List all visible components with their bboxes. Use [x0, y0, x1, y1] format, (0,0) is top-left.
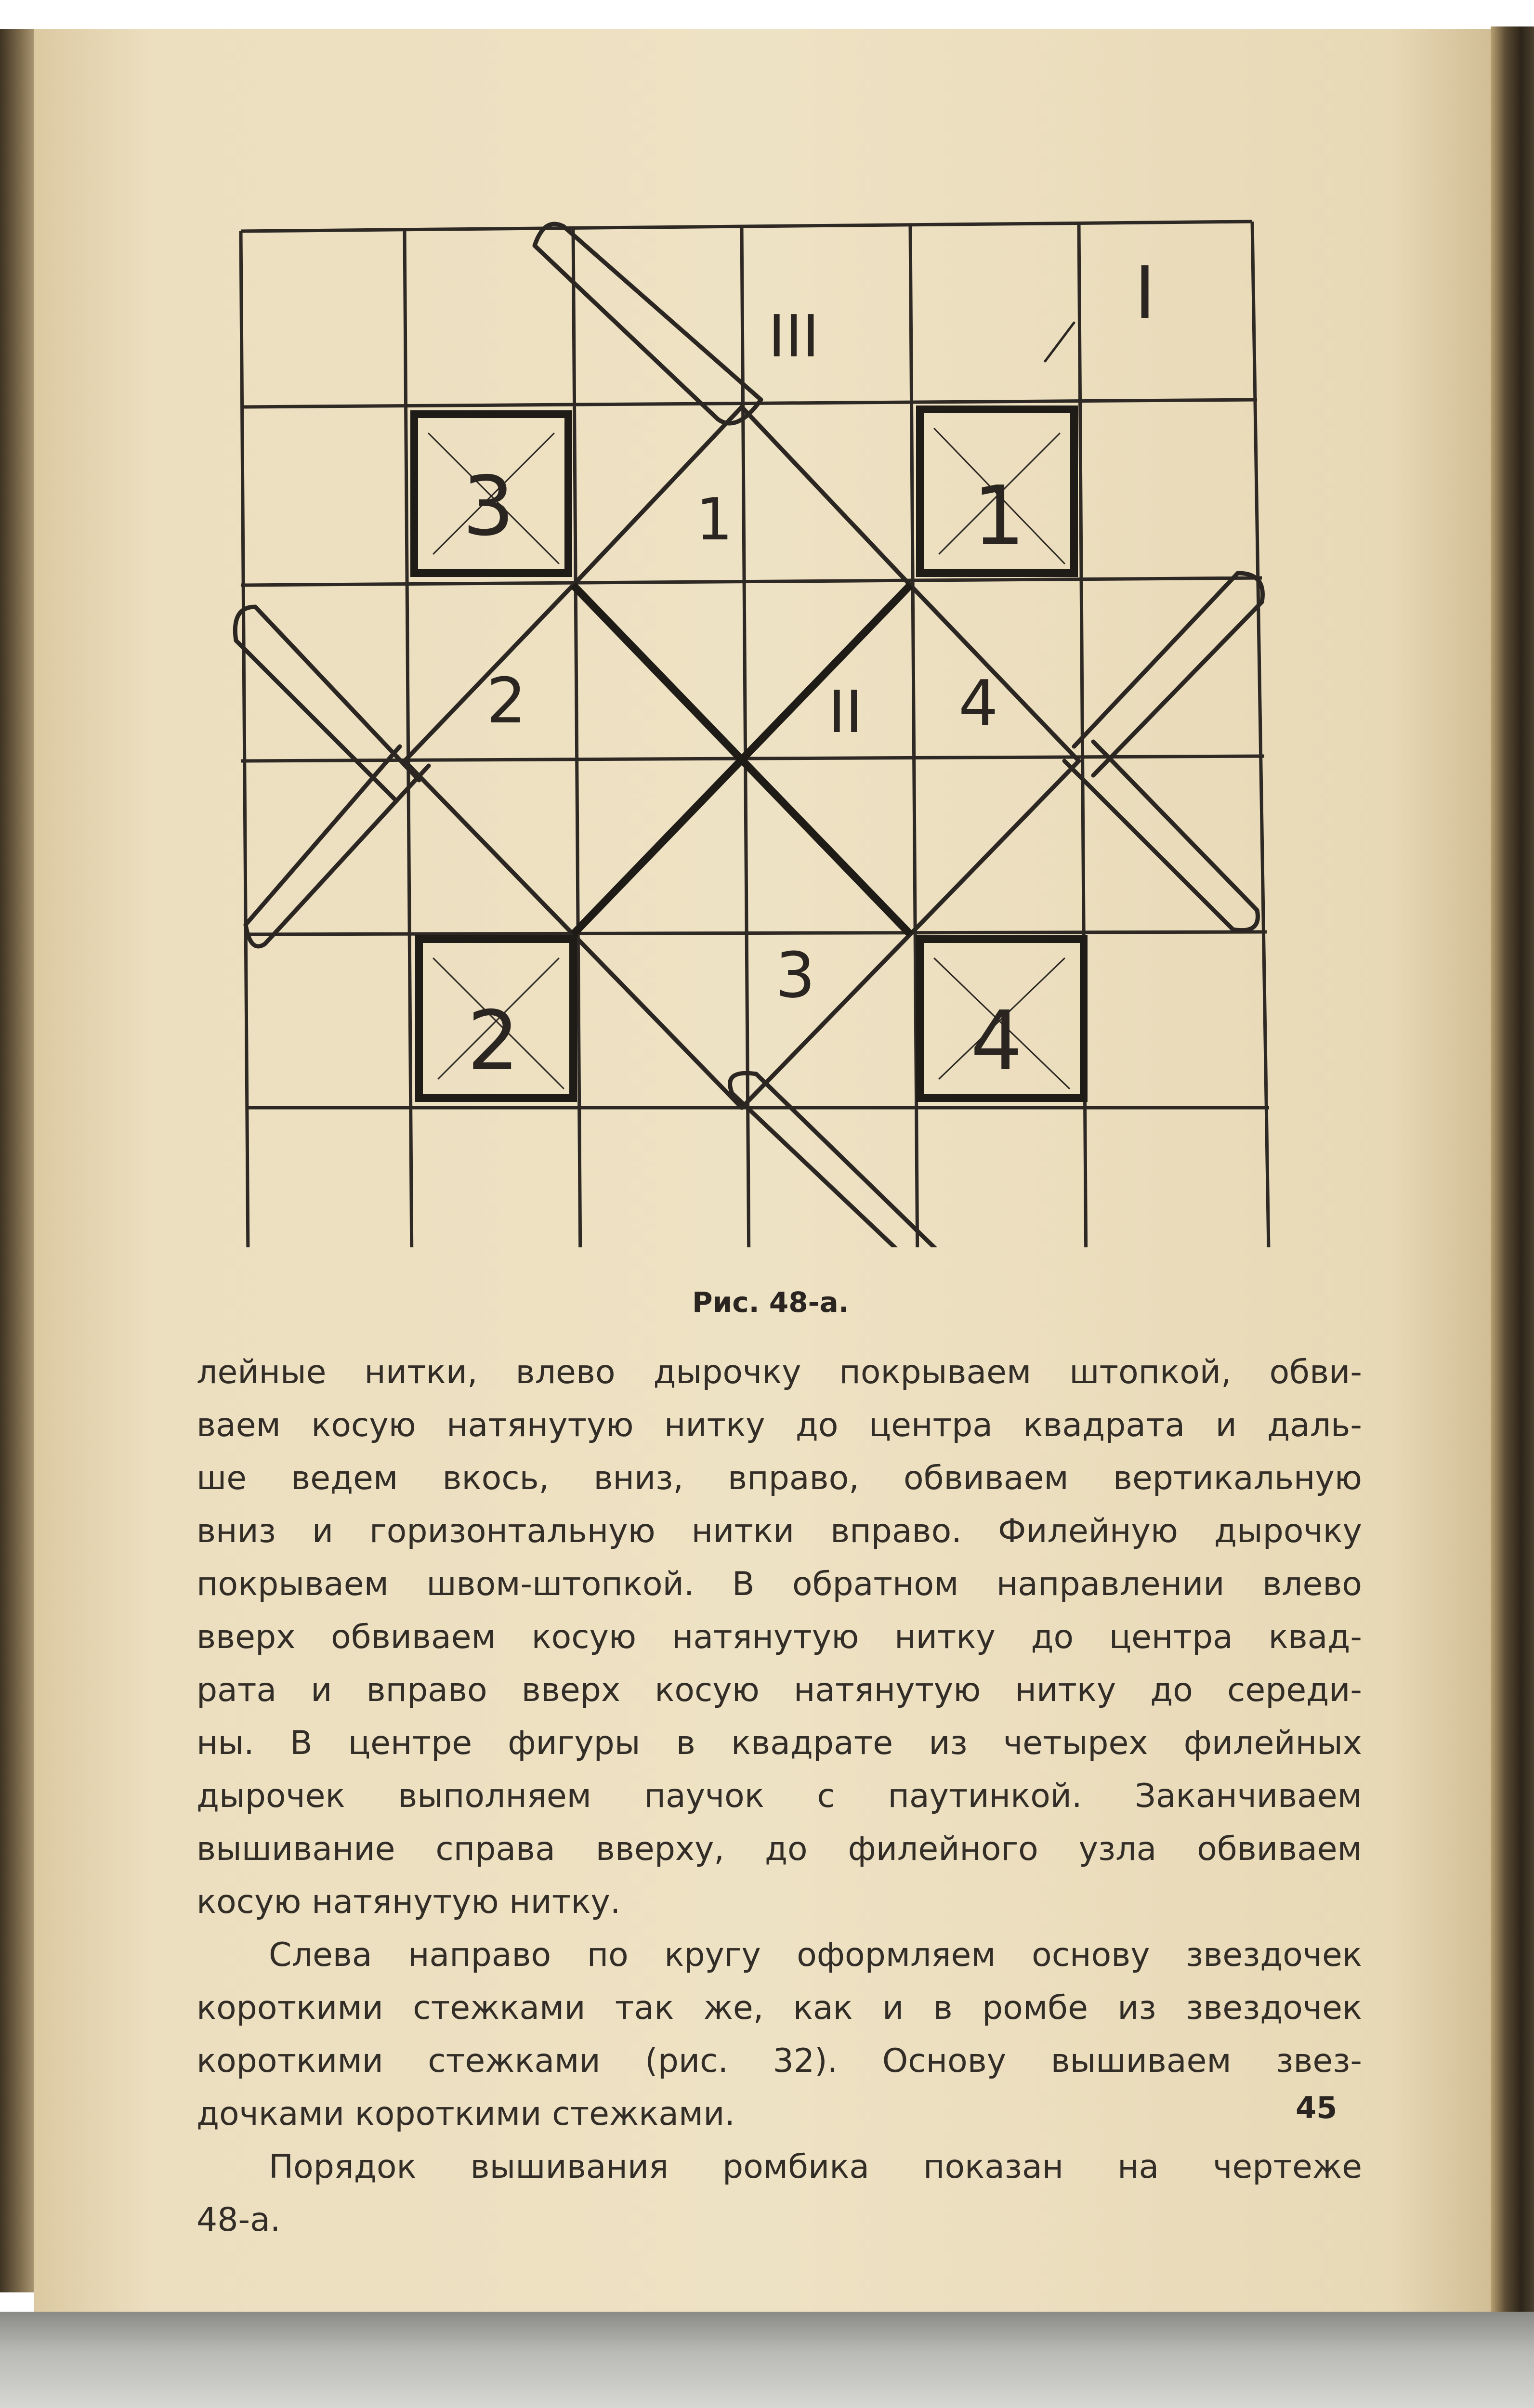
- figure-caption: Рис. 48-а.: [692, 1286, 849, 1319]
- text-line: Слева направо по кругу оформляем основу звездочек: [269, 1936, 1362, 1974]
- text-line: покрываем швом-штопкой. В обратном направлении влево: [197, 1565, 1362, 1603]
- square-label-3: 3: [462, 459, 515, 554]
- text-line: вверх обвиваем косую натянутую нитку до центра квад-: [197, 1618, 1362, 1656]
- page-number: 45: [1296, 2090, 1337, 2125]
- pattern-drawing: [226, 207, 1305, 1247]
- text-line: дочками короткими стежками.: [197, 2095, 735, 2133]
- text-line: вышивание справа вверху, до филейного узла обвиваем: [197, 1830, 1362, 1868]
- text-line: вниз и горизонтальную нитки вправо. Филейную дырочку: [197, 1512, 1362, 1550]
- diamond-label-4: 4: [958, 667, 998, 740]
- text-line: Порядок вышивания ромбика показан на чертеже: [269, 2148, 1362, 2186]
- text-line: рата и вправо вверх косую натянутую нитку до середи-: [197, 1671, 1362, 1709]
- text-line: короткими стежками (рис. 32). Основу вышиваем звез-: [197, 2042, 1362, 2080]
- text-line: ше ведем вкось, вниз, вправо, обвиваем вертикальную: [197, 1459, 1362, 1497]
- diamond-label-1: 1: [696, 486, 733, 553]
- scan-bottom-band: [0, 2312, 1534, 2408]
- paragraph: [197, 1929, 1362, 2141]
- paragraph: [197, 2141, 1362, 2247]
- square-label-4: 4: [970, 994, 1023, 1089]
- square-label-2: 2: [467, 994, 520, 1089]
- book-right-edge: [1491, 26, 1534, 2329]
- diamond-label-3: 3: [775, 939, 815, 1012]
- roman-label-i: I: [1134, 251, 1156, 335]
- text-line: лейные нитки, влево дырочку покрываем штопкой, обви-: [197, 1353, 1362, 1391]
- embroidery-pattern-figure: [226, 207, 1305, 1247]
- diamond-label-2: 2: [486, 664, 526, 737]
- text-line: 48-а.: [197, 2201, 281, 2239]
- text-line: короткими стежками так же, как и в ромбе из звездочек: [197, 1989, 1362, 2027]
- roman-label-ii: II: [828, 679, 863, 746]
- book-page: [34, 29, 1508, 2321]
- text-line: дырочек выполняем паучок с паутинкой. Заканчиваем: [197, 1777, 1362, 1815]
- body-text: [197, 1346, 1362, 2247]
- roman-label-iii: III: [768, 303, 820, 370]
- text-line: ны. В центре фигуры в квадрате из четырех филейных: [197, 1724, 1362, 1762]
- text-line: ваем косую натянутую нитку до центра квадрата и даль-: [197, 1406, 1362, 1444]
- square-label-1: 1: [973, 469, 1025, 564]
- text-line: косую натянутую нитку.: [197, 1883, 621, 1921]
- paragraph: [197, 1346, 1362, 1929]
